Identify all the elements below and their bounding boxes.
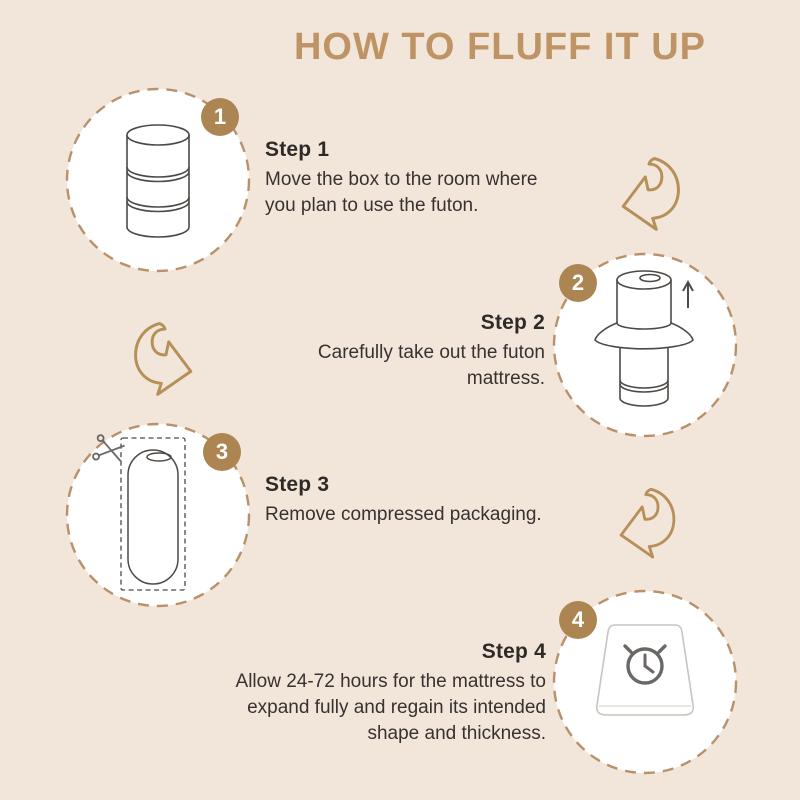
curved-arrow-left-icon bbox=[605, 484, 697, 572]
step-description: Move the box to the room where you plan to use the futon. bbox=[265, 169, 538, 216]
step4-text bbox=[210, 640, 546, 747]
step1-text bbox=[265, 138, 565, 219]
step-number: 1 bbox=[213, 104, 227, 129]
step-badge bbox=[201, 98, 239, 136]
step-number: 2 bbox=[571, 270, 585, 295]
step2-text bbox=[265, 311, 545, 392]
step-description: Allow 24-72 hours for the mattress to expand fully and regain its intended shape and thickness. bbox=[235, 671, 546, 744]
step-badge bbox=[559, 601, 597, 639]
step-heading: Step 1 bbox=[265, 138, 330, 161]
page-title: HOW TO FLUFF IT UP bbox=[293, 26, 707, 68]
step-badge bbox=[203, 433, 241, 471]
step-description: Remove compressed packaging. bbox=[265, 504, 542, 525]
curved-arrow-right-icon bbox=[112, 318, 207, 410]
step-number: 4 bbox=[571, 607, 585, 632]
step-heading: Step 4 bbox=[481, 640, 546, 663]
curved-arrow-left-icon bbox=[607, 153, 702, 245]
step-number: 3 bbox=[215, 439, 229, 464]
step-description: Carefully take out the futon mattress. bbox=[317, 342, 545, 389]
step-heading: Step 3 bbox=[265, 473, 330, 496]
step-badge bbox=[559, 264, 597, 302]
step3-text bbox=[265, 473, 575, 528]
step-heading: Step 2 bbox=[480, 311, 545, 334]
